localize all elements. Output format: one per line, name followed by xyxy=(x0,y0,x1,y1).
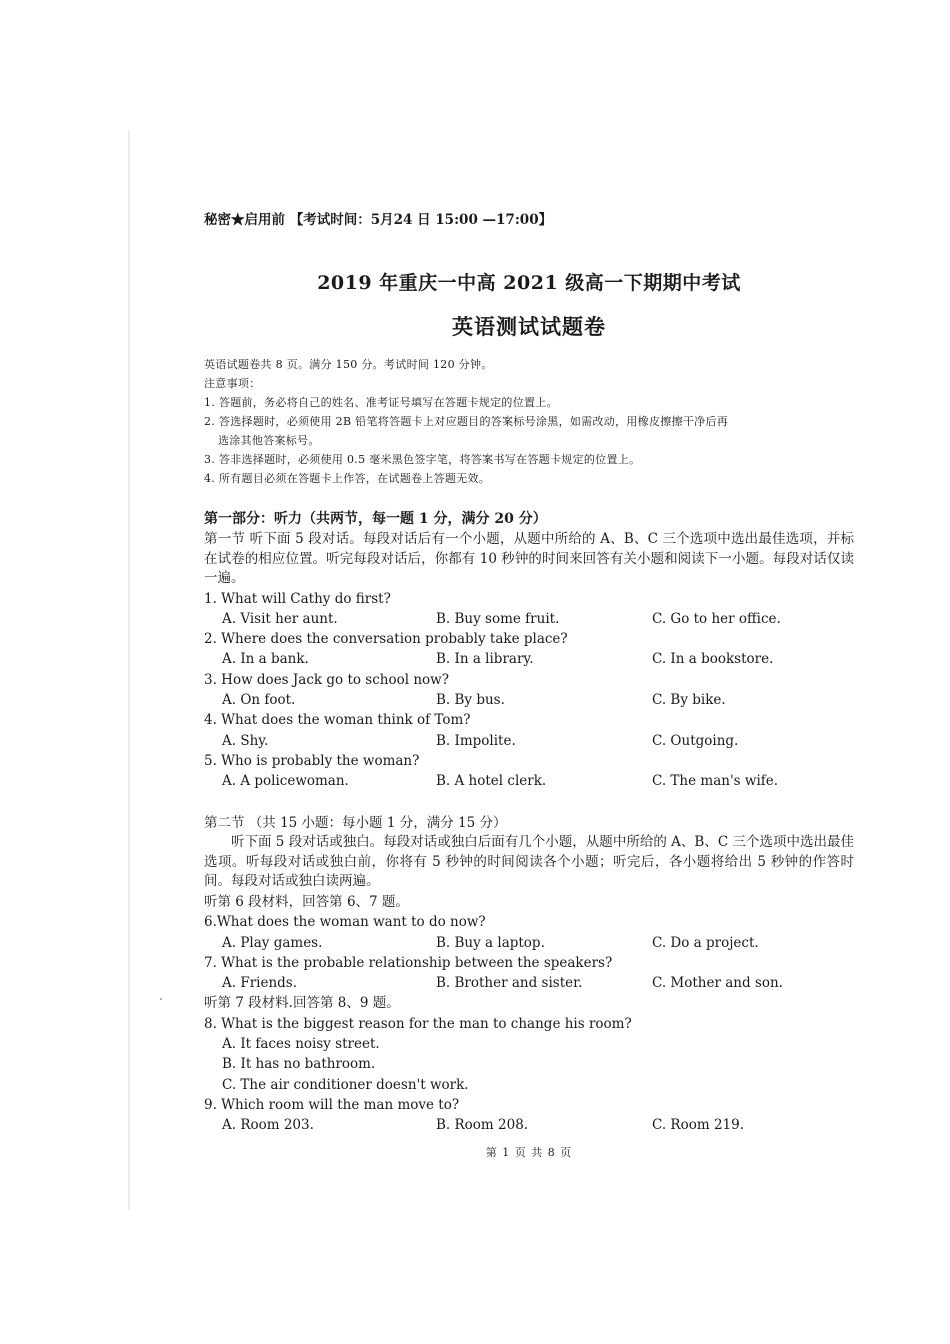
option-b: B. In a library. xyxy=(436,651,534,668)
options-row xyxy=(204,771,854,791)
option-a: A. A policewoman. xyxy=(222,773,349,790)
notice-line: 选涂其他答案标号。 xyxy=(218,434,320,447)
option-a: A. It faces noisy street. xyxy=(222,1036,380,1053)
notice-line: 2. 答选择题时，必须使用 2B 铅笔将答题卡上对应题目的答案标号涂黑，如需改动，用橡皮擦擦干净后再 xyxy=(204,415,729,428)
question-text: 2. Where does the conversation probably take place? xyxy=(204,631,568,648)
scan-edge xyxy=(128,130,130,1210)
option-a: A. Friends. xyxy=(222,975,298,992)
question-2 xyxy=(204,629,854,670)
exam-subtitle: 英语测试试题卷 xyxy=(452,314,606,339)
part1-heading: 第一部分：听力（共两节，每一题 1 分，满分 20 分） xyxy=(204,511,547,527)
option-b: B. Room 208. xyxy=(436,1117,529,1134)
option-c: C. In a bookstore. xyxy=(652,651,774,668)
options-row xyxy=(204,731,854,751)
question-text: 6.What does the woman want to do now? xyxy=(204,914,486,931)
options-row xyxy=(204,1115,854,1135)
section2-heading: 第二节 （共 15 小题：每小题 1 分，满分 15 分） xyxy=(204,815,507,832)
confidential-line: 秘密★启用前 【考试时间：5月24 日 15:00 —17:00】 xyxy=(204,212,553,228)
options-row xyxy=(204,609,854,629)
notice-block xyxy=(204,355,854,488)
question-7 xyxy=(204,953,854,994)
question-1 xyxy=(204,589,854,630)
question-text: 7. What is the probable relationship between the speakers? xyxy=(204,954,613,971)
option-a: A. In a bank. xyxy=(222,651,309,668)
option-c: C. Do a project. xyxy=(652,934,759,951)
option-c: C. Go to her office. xyxy=(652,610,781,627)
page-content xyxy=(204,208,854,1160)
question-text: 9. Which room will the man move to? xyxy=(204,1096,460,1113)
option-b: B. Brother and sister. xyxy=(436,975,583,992)
option-b: B. A hotel clerk. xyxy=(436,773,547,790)
option-b: B. Buy a laptop. xyxy=(436,934,545,951)
option-a: A. Play games. xyxy=(222,934,323,951)
question-5 xyxy=(204,751,854,792)
options-row xyxy=(204,649,854,669)
section2-instructions: 听下面 5 段对话或独白。每段对话或独白后面有几个小题，从题中所给的 A、B、C 三个选项中选出最佳选项。听每段对话或独白前，你将有 5 秒钟的时间阅读各个小题；听完后，各小题将给出 5 秒钟的作答时间。每段对话或独白读两遍。 xyxy=(204,834,854,890)
option-c: C. The air conditioner doesn't work. xyxy=(222,1076,469,1093)
option-a: A. Visit her aunt. xyxy=(222,610,338,627)
option-b: B. Buy some fruit. xyxy=(436,610,560,627)
material-6-label: 听第 6 段材料，回答第 6、7 题。 xyxy=(204,893,409,910)
question-8 xyxy=(204,1014,854,1095)
option-c: C. Mother and son. xyxy=(652,975,783,992)
notice-line: 注意事项： xyxy=(204,377,261,390)
notice-line: 英语试题卷共 8 页。满分 150 分。考试时间 120 分钟。 xyxy=(204,358,493,371)
question-text: 1. What will Cathy do first? xyxy=(204,590,391,607)
option-c: C. The man's wife. xyxy=(652,773,779,790)
notice-line: 1. 答题前，务必将自己的姓名、准考证号填写在答题卡规定的位置上。 xyxy=(204,396,558,409)
question-9 xyxy=(204,1095,854,1136)
question-text: 8. What is the biggest reason for the man to change his room? xyxy=(204,1015,632,1032)
question-3 xyxy=(204,670,854,711)
options-row xyxy=(204,973,854,993)
notice-line: 4. 所有题目必须在答题卡上作答，在试题卷上答题无效。 xyxy=(204,472,491,485)
options-row xyxy=(204,690,854,710)
option-b: B. Impolite. xyxy=(436,732,516,749)
option-b: B. It has no bathroom. xyxy=(222,1056,376,1073)
option-c: C. Outgoing. xyxy=(652,732,739,749)
question-text: 4. What does the woman think of Tom? xyxy=(204,712,471,729)
scan-speck xyxy=(160,998,162,1000)
options-row xyxy=(204,933,854,953)
option-c: C. By bike. xyxy=(652,691,726,708)
option-a: A. Shy. xyxy=(222,732,269,749)
option-c: C. Room 219. xyxy=(652,1117,745,1134)
notice-line: 3. 答非选择题时，必须使用 0.5 毫米黑色签字笔，将答案书写在答题卡规定的位置上。 xyxy=(204,453,641,466)
option-a: A. Room 203. xyxy=(222,1117,314,1134)
question-text: 3. How does Jack go to school now? xyxy=(204,671,449,688)
question-4 xyxy=(204,710,854,751)
exam-title: 2019 年重庆一中高 2021 级高一下期期中考试 xyxy=(317,272,741,294)
page-footer: 第 1 页 共 8 页 xyxy=(485,1145,573,1159)
question-text: 5. Who is probably the woman? xyxy=(204,752,420,769)
option-b: B. By bus. xyxy=(436,691,505,708)
section1-instructions: 第一节 听下面 5 段对话。每段对话后有一个小题，从题中所给的 A、B、C 三个选项中选出最佳选项，并标在试卷的相应位置。听完每段对话后，你都有 10 秒钟的时间来回答有关小题和阅读下一小题。每段对话仅读一遍。 xyxy=(204,531,854,586)
option-a: A. On foot. xyxy=(222,691,296,708)
question-6 xyxy=(204,912,854,953)
material-7-label: 听第 7 段材料.回答第 8、9 题。 xyxy=(204,995,400,1012)
